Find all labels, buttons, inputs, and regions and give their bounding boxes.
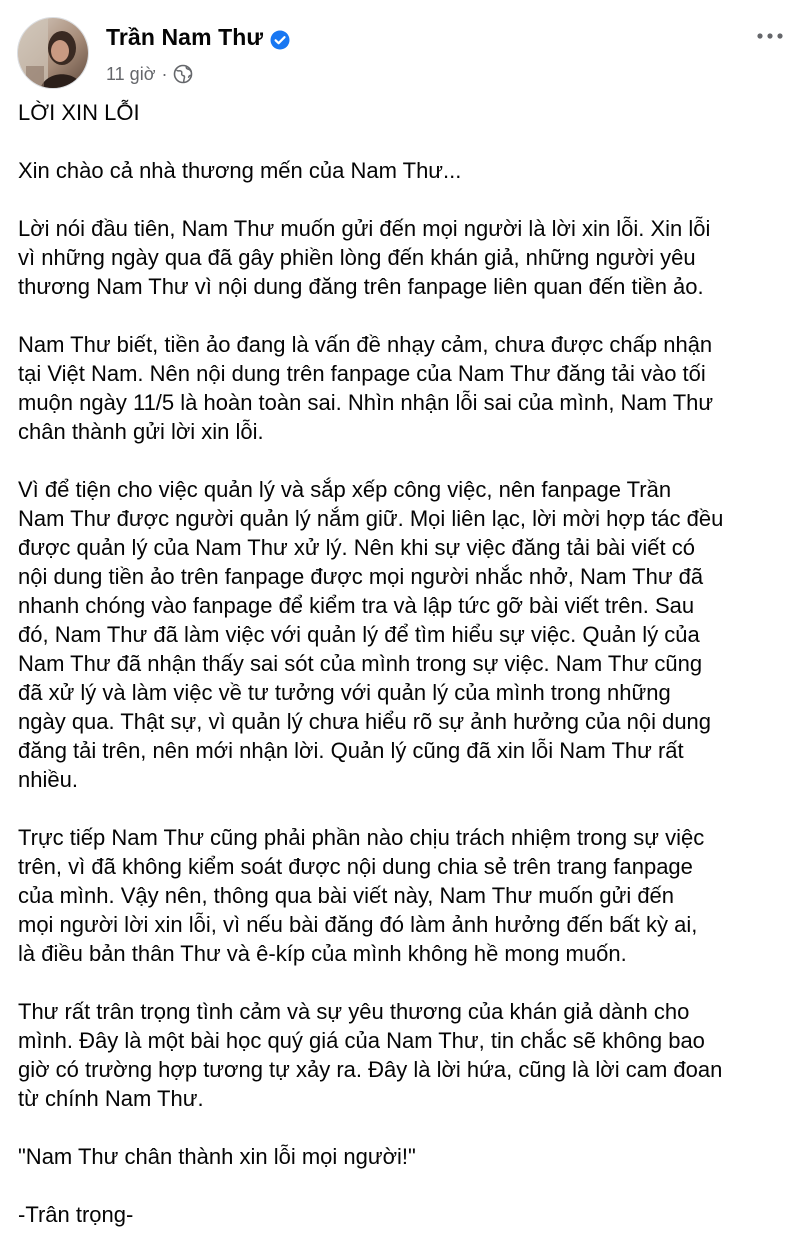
- post-signoff: -Trân trọng-: [18, 1202, 134, 1227]
- avatar[interactable]: [17, 17, 89, 89]
- more-options-button[interactable]: [752, 22, 788, 50]
- post-timestamp[interactable]: 11 giờ: [106, 63, 156, 84]
- meta-separator: ·: [161, 63, 168, 84]
- more-horizontal-icon: [756, 32, 784, 40]
- post-meta: [106, 62, 193, 86]
- verified-badge-icon: [270, 30, 290, 50]
- post-paragraph: Lời nói đầu tiên, Nam Thư muốn gửi đến mọi người là lời xin lỗi. Xin lỗi vì những ngày qua đã gây phiền lòng đến khán giả, những người yêu thương Nam Thư vì nội dung đăng trên fanpage liên quan đến tiền ảo.: [18, 216, 711, 299]
- post-header: [0, 0, 800, 92]
- post-paragraph: Nam Thư biết, tiền ảo đang là vấn đề nhạy cảm, chưa được chấp nhận tại Việt Nam. Nên nội dung trên fanpage của Nam Thư đăng tải vào tối muộn ngày 11/5 là hoàn toàn sai. Nhìn nhận lỗi sai của mình, Nam Thư chân thành gửi lời xin lỗi.: [18, 332, 714, 444]
- profile-photo: [18, 18, 89, 89]
- post-paragraph: Trực tiếp Nam Thư cũng phải phần nào chịu trách nhiệm trong sự việc trên, vì đã không kiểm soát được nội dung chia sẻ trên trang fanpage của mình. Vậy nên, thông qua bài viết này, Nam Thư muốn gửi đến mọi người lời xin lỗi, vì nếu bài đăng đó làm ảnh hưởng đến bất kỳ ai, là điều bản thân Thư và ê-kíp của mình không hề mong muốn.: [18, 825, 705, 966]
- post-paragraph: Thư rất trân trọng tình cảm và sự yêu thương của khán giả dành cho mình. Đây là một bài học quý giá của Nam Thư, tin chắc sẽ không bao giờ có trường hợp tương tự xảy ra. Đây là lời hứa, cũng là lời cam đoan từ chính Nam Thư.: [18, 999, 723, 1111]
- post-title: LỜI XIN LỖI: [18, 100, 140, 125]
- globe-icon[interactable]: [173, 64, 193, 84]
- post-body: [18, 98, 793, 1258]
- post-quote: "Nam Thư chân thành xin lỗi mọi người!": [18, 1144, 416, 1169]
- author-name[interactable]: Trần Nam Thư: [106, 24, 264, 50]
- post-paragraph: Xin chào cả nhà thương mến của Nam Thư...: [18, 158, 462, 183]
- post-paragraph: Vì để tiện cho việc quản lý và sắp xếp công việc, nên fanpage Trần Nam Thư được người quản lý nắm giữ. Mọi liên lạc, lời mời hợp tác đều được quản lý của Nam Thư xử lý. Nên khi sự việc đăng tải bài viết có nội dung tiền ảo trên fanpage được mọi người nhắc nhở, Nam Thư đã nhanh chóng vào fanpage để kiểm tra và lập tức gỡ bài viết trên. Sau đó, Nam Thư đã làm việc với quản lý để tìm hiểu sự việc. Quản lý của Nam Thư đã nhận thấy sai sót của mình trong sự việc. Nam Thư cũng đã xử lý và làm việc về tư tưởng với quản lý của mình trong những ngày qua. Thật sự, vì quản lý chưa hiểu rõ sự ảnh hưởng của nội dung đăng tải trên, nên mới nhận lời. Quản lý cũng đã xin lỗi Nam Thư rất nhiều.: [18, 477, 724, 792]
